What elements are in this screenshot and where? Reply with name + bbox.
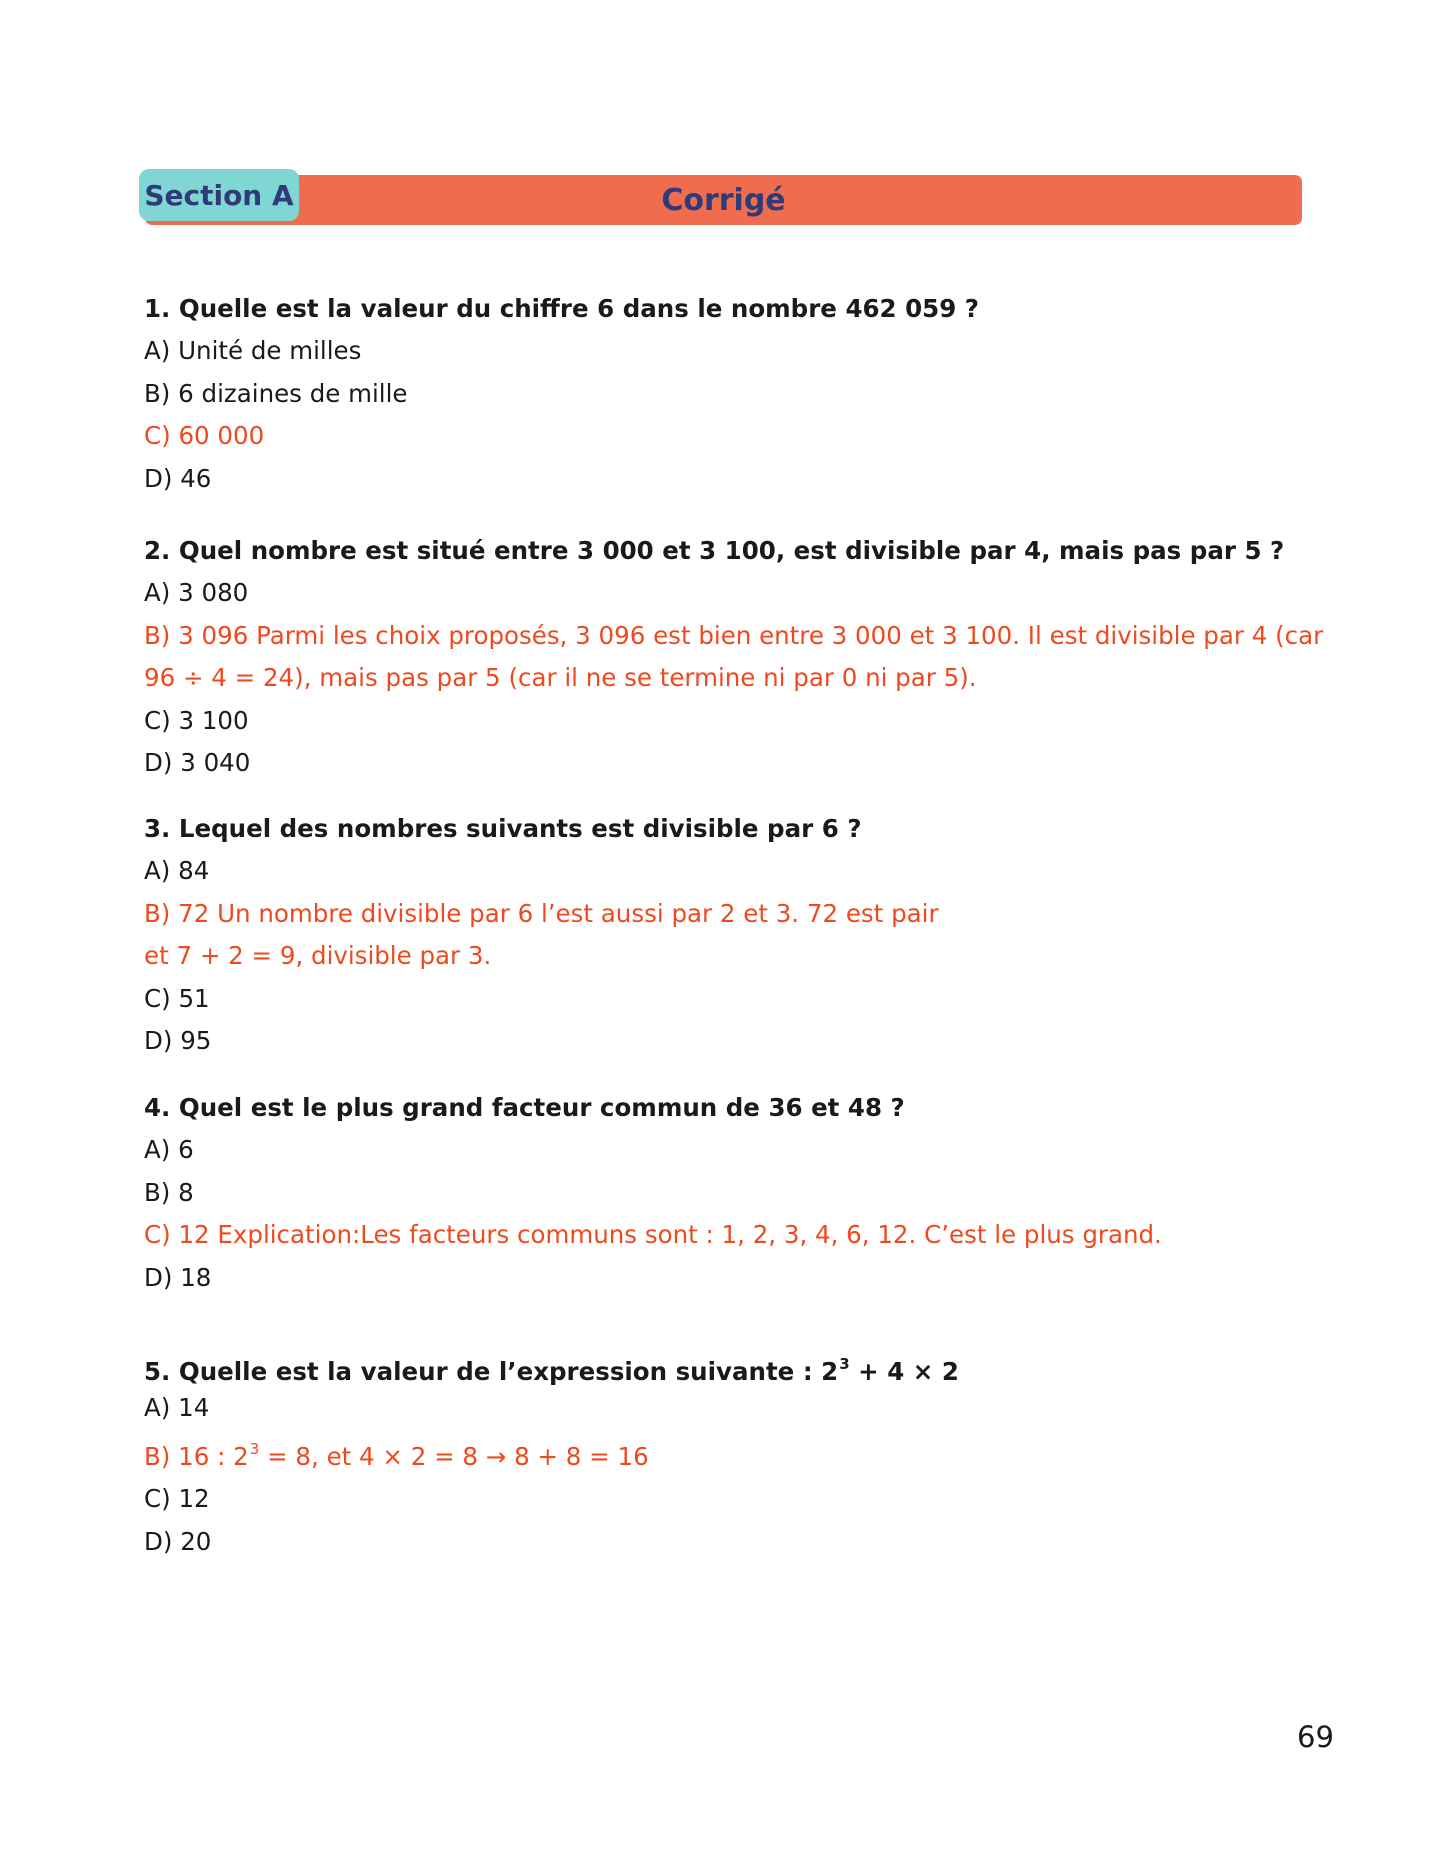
option-b: B) 6 dizaines de mille xyxy=(144,378,408,408)
option-d: D) 95 xyxy=(144,1026,212,1055)
option-a: A) 3 080 xyxy=(144,578,249,607)
option-c-correct: C) 60 000 xyxy=(144,421,265,450)
option-d: D) 3 040 xyxy=(144,748,251,777)
option-a: A) 84 xyxy=(144,856,210,885)
page-title: Corrigé xyxy=(661,182,786,218)
option-b-explanation: 96 ÷ 4 = 24), mais pas par 5 (car il ne se termine ni par 0 ni par 5). xyxy=(144,663,977,692)
question-title: 1. Quelle est la valeur du chiffre 6 dans le nombre 462 059 ? xyxy=(144,294,980,323)
question-title: 4. Quel est le plus grand facteur commun de 36 et 48 ? xyxy=(144,1093,905,1122)
question-2 xyxy=(144,530,1324,785)
option-d: D) 20 xyxy=(144,1526,212,1556)
question-1 xyxy=(144,288,1314,500)
option-b-correct: B) 16 : $2^3 = 8$, et 4 × 2 = 8 → 8 + 8 = 16 xyxy=(144,1439,649,1471)
exponent: 3 xyxy=(249,1439,260,1458)
option-c: C) 51 xyxy=(144,983,210,1013)
option-c: C) 12 xyxy=(144,1484,210,1514)
option-b: B) 8 xyxy=(144,1177,194,1207)
option-b-correct: B) 3 096 Parmi les choix proposés, 3 096 est bien entre 3 000 et 3 100. Il est divisible par 4 (car xyxy=(144,620,1324,650)
option-c: C) 3 100 xyxy=(144,705,249,735)
question-4 xyxy=(144,1087,1314,1299)
option-b-correct: B) 72 Un nombre divisible par 6 l’est aussi par 2 et 3. 72 est pair xyxy=(144,898,939,928)
option-a: A) 14 xyxy=(144,1393,210,1422)
option-a: A) Unité de milles xyxy=(144,336,362,365)
question-5 xyxy=(144,1345,1314,1563)
question-title: 3. Lequel des nombres suivants est divisible par 6 ? xyxy=(144,814,862,843)
option-d: D) 46 xyxy=(144,463,212,493)
option-d: D) 18 xyxy=(144,1262,212,1292)
option-b-explanation: et 7 + 2 = 9, divisible par 3. xyxy=(144,941,492,970)
question-3 xyxy=(144,808,1314,1063)
exponent: 3 xyxy=(839,1355,850,1373)
page-number: 69 xyxy=(1297,1720,1334,1754)
question-title: 5. Quelle est la valeur de l’expression suivante : $2^3 + 4 \times 2$ xyxy=(144,1355,959,1387)
option-a: A) 6 xyxy=(144,1135,194,1164)
section-tab: Section A xyxy=(139,169,299,221)
question-title: 2. Quel nombre est situé entre 3 000 et 3 100, est divisible par 4, mais pas par 5 ? xyxy=(144,536,1285,565)
option-c-correct: C) 12 Explication:Les facteurs communs sont : 1, 2, 3, 4, 6, 12. C’est le plus grand. xyxy=(144,1220,1162,1249)
